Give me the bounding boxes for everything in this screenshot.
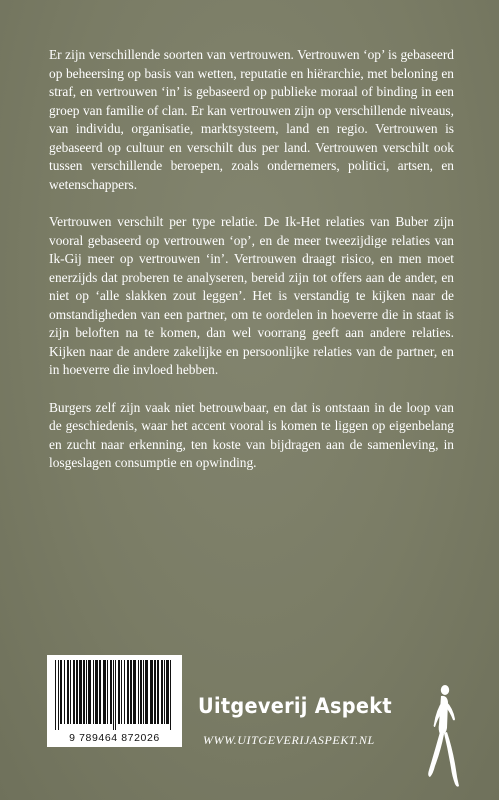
barcode-bar xyxy=(121,660,122,724)
barcode-bar xyxy=(83,660,85,724)
barcode-bar xyxy=(113,660,114,730)
barcode-bar xyxy=(79,660,82,724)
barcode-bar xyxy=(93,660,94,724)
barcode-bar xyxy=(99,660,101,724)
blurb-paragraph-1: Er zijn verschillende soorten van vertrouwen. Vertrouwen ‘op’ is gebaseerd op beheersing op basis van wetten, reputatie en hiërarchie, met beloning en straf, en vertrouwen ‘in’ is gebaseerd op publieke moraal of binding in een groep van familie of clan. Er kan vertrouwen zijn op verschillende niveaus, van individu, organisatie, marktsysteem, land en regio. Vertrouwen is gebaseerd op cultuur en verschilt dus per land. Vertrouwen verschilt ook tussen verschillende beroepen, zoals ondernemers, politici, artsen, en wetenschappers. xyxy=(49,47,454,192)
barcode-bar xyxy=(157,660,159,724)
barcode-bar xyxy=(103,660,106,724)
barcode-bar xyxy=(154,660,156,724)
barcode-bar xyxy=(143,660,144,724)
barcode-bar xyxy=(161,660,163,724)
blurb-paragraph-3: Burgers zelf zijn vaak niet betrouwbaar, en dat is ontstaan in de loop van de geschiedenis, waar het accent vooral is komen te liggen op eigenbelang en zucht naar erkenning, ten koste van bijdragen aan de samenleving, in losgeslagen consumptie en opwinding. xyxy=(49,399,454,470)
barcode-bar xyxy=(145,660,148,724)
barcode-bar xyxy=(95,660,98,724)
barcode-bar xyxy=(150,660,153,724)
barcode-bar xyxy=(76,660,78,724)
publisher-website: WWW.UITGEVERIJASPEKT.NL xyxy=(203,733,375,747)
barcode-bar xyxy=(55,660,56,730)
barcode-bar xyxy=(166,660,169,724)
barcode-bar xyxy=(164,660,165,724)
barcode-bar xyxy=(64,660,65,724)
barcode-bar xyxy=(58,660,59,730)
barcode-bar xyxy=(140,660,142,724)
barcode-bar xyxy=(124,660,125,724)
isbn-number: 9 789464 872026 xyxy=(69,732,160,744)
barcode-bar xyxy=(127,660,129,724)
publisher-name: Uitgeverij Aspekt xyxy=(198,694,392,718)
barcode-bar xyxy=(133,660,136,724)
walking-figure-logo-icon xyxy=(424,684,460,790)
barcode-bar xyxy=(118,660,120,724)
barcode-bar xyxy=(86,660,87,724)
barcode-bar xyxy=(67,660,69,724)
blurb-paragraph-2: Vertrouwen verschilt per type relatie. De Ik-Het relaties van Buber zijn vooral gebaseerd op vertrouwen ‘op’, en de meer tweezijdige relaties van Ik-Gij meer op vertrouwen ‘in’. Vertrouwen draagt risico, en men moet enerzijds dat proberen te analyseren, bereid zijn tot offers aan de ander, en niet op ‘alle slakken zout leggen’. Het is verstandig te kijken naar de omstandigheden van een partner, om te oordelen in hoeverre die in staat is zijn beloften na te komen, dan wel voorrang geeft aan andere relaties. Kijken naar de andere zakelijke en persoonlijke relaties van de partner, en in hoeverre die invloed hebben. xyxy=(49,214,454,377)
barcode-bar xyxy=(138,660,139,724)
barcode-bar xyxy=(115,660,116,730)
barcode-bars xyxy=(53,660,176,730)
blurb-text xyxy=(49,46,454,492)
barcode-bar xyxy=(107,660,108,724)
isbn-barcode xyxy=(47,655,182,747)
barcode-bar xyxy=(130,660,132,724)
barcode-bar xyxy=(170,660,171,730)
barcode-bar xyxy=(73,660,75,724)
barcode-bar xyxy=(110,660,112,724)
barcode-bar xyxy=(60,660,62,724)
barcode-bar xyxy=(88,660,91,724)
barcode-bar xyxy=(70,660,71,724)
